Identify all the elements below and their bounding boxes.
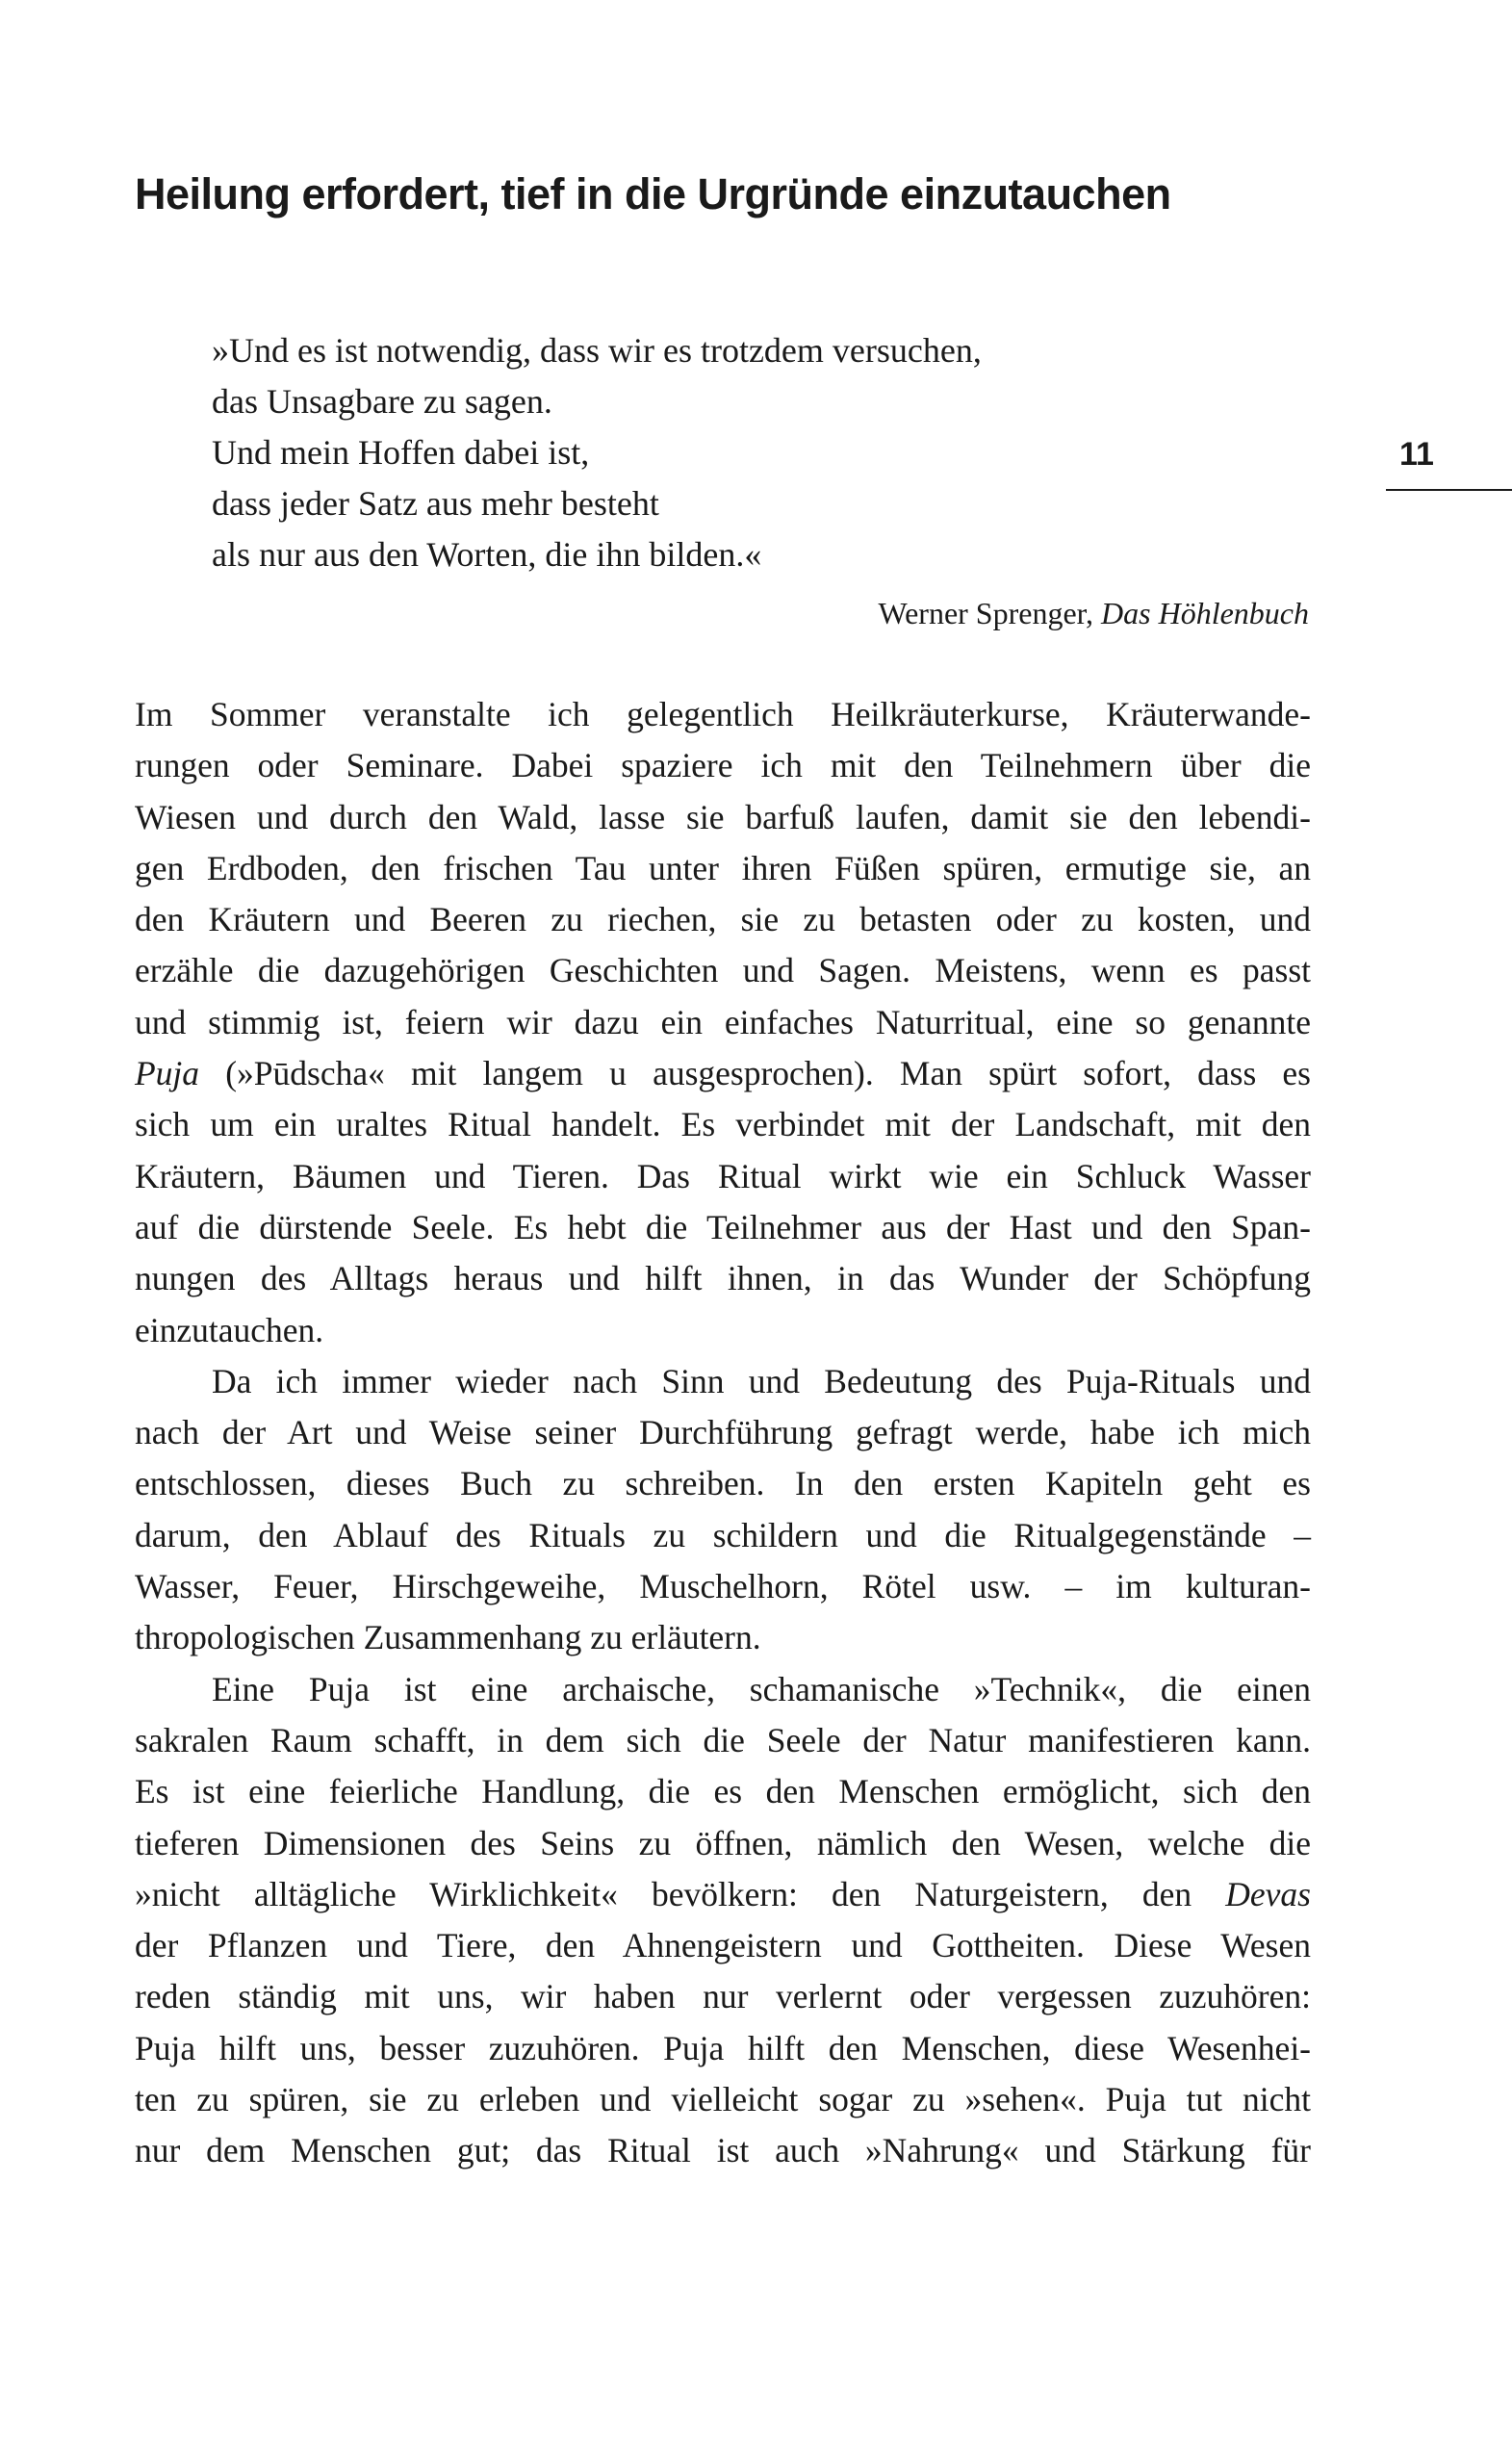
text-line: nungen des Alltags heraus und hilft ihnen, in das Wunder der Schöpfung xyxy=(135,1259,1311,1298)
text-line: entschlossen, dieses Buch zu schreiben. In den ersten Kapiteln geht es xyxy=(135,1464,1311,1503)
epigraph-line: das Unsagbare zu sagen. xyxy=(212,382,552,421)
epigraph-line: »Und es ist notwendig, dass wir es trotzdem versuchen, xyxy=(212,331,982,370)
text-line: rungen oder Seminare. Dabei spaziere ich mit den Teilnehmern über die xyxy=(135,746,1311,785)
text-line: auf die dürstende Seele. Es hebt die Teilnehmer aus der Hast und den Span- xyxy=(135,1207,1311,1246)
text-line: sakralen Raum schafft, in dem sich die Seele der Natur manifestieren kann. xyxy=(135,1720,1311,1759)
text-fragment: (»Pūdscha« mit langem u ausgesprochen). Man spürt sofort, dass es xyxy=(199,1054,1311,1093)
epigraph-author: Werner Sprenger, xyxy=(878,596,1102,630)
epigraph-line: Und mein Hoffen dabei ist, xyxy=(212,433,590,472)
text-line: nach der Art und Weise seiner Durchführung gefragt werde, habe ich mich xyxy=(135,1413,1311,1452)
text-line: der Pflanzen und Tiere, den Ahnengeistern und Gottheiten. Diese Wesen xyxy=(135,1926,1311,1965)
text-line: Wasser, Feuer, Hirschgeweihe, Muschelhorn, Rötel usw. – im kulturan- xyxy=(135,1567,1311,1606)
text-line: nur dem Menschen gut; das Ritual ist auch »Nahrung« und Stärkung für xyxy=(135,2131,1311,2170)
paragraph-3 xyxy=(135,1664,1311,2177)
text-line: Es ist eine feierliche Handlung, die es den Menschen ermöglicht, sich den xyxy=(135,1772,1311,1811)
text-line xyxy=(135,1048,1311,1099)
text-line: ten zu spüren, sie zu erleben und vielleicht sogar zu »sehen«. Puja tut nicht xyxy=(135,2080,1311,2119)
epigraph-work-title: Das Höhlenbuch xyxy=(1101,596,1309,630)
italic-term: Puja xyxy=(135,1054,200,1093)
text-line xyxy=(135,1869,1311,1920)
text-line: und stimmig ist, feiern wir dazu ein einfaches Naturritual, eine so genannte xyxy=(135,1002,1311,1041)
epigraph-line: als nur aus den Worten, die ihn bilden.« xyxy=(212,535,762,574)
text-line: reden ständig mit uns, wir haben nur verlernt oder vergessen zuzuhören: xyxy=(135,1977,1311,2016)
text-line: Da ich immer wieder nach Sinn und Bedeutung des Puja-Rituals und xyxy=(212,1361,1311,1400)
epigraph-attribution xyxy=(577,589,1309,637)
epigraph xyxy=(212,325,1319,580)
text-line: darum, den Ablauf des Rituals zu schildern und die Ritualgegenstände – xyxy=(135,1515,1311,1554)
page-number: 11 xyxy=(1399,436,1434,473)
text-line: Eine Puja ist eine archaische, schamanische »Technik«, die einen xyxy=(212,1669,1311,1708)
text-line: thropologischen Zusammenhang zu erläutern. xyxy=(135,1618,761,1657)
text-line: gen Erdboden, den frischen Tau unter ihren Füßen spüren, ermutige sie, an xyxy=(135,848,1311,887)
italic-term: Devas xyxy=(1225,1874,1311,1913)
text-line: Im Sommer veranstalte ich gelegentlich Heilkräuterkurse, Kräuterwande- xyxy=(135,695,1311,733)
text-line: erzähle die dazugehörigen Geschichten und Sagen. Meistens, wenn es passt xyxy=(135,951,1311,990)
text-line: den Kräutern und Beeren zu riechen, sie zu betasten oder zu kosten, und xyxy=(135,900,1311,939)
text-line: Puja hilft uns, besser zuzuhören. Puja hilft den Menschen, diese Wesenhei- xyxy=(135,2028,1311,2067)
text-line: Kräutern, Bäumen und Tieren. Das Ritual wirkt wie ein Schluck Wasser xyxy=(135,1156,1311,1195)
text-line: tieferen Dimensionen des Seins zu öffnen, nämlich den Wesen, welche die xyxy=(135,1823,1311,1862)
epigraph-line: dass jeder Satz aus mehr besteht xyxy=(212,484,659,523)
text-line: sich um ein uraltes Ritual handelt. Es verbindet mit der Landschaft, mit den xyxy=(135,1105,1311,1144)
text-line: Wiesen und durch den Wald, lasse sie barfuß laufen, damit sie den lebendi- xyxy=(135,797,1311,836)
body-text xyxy=(135,689,1311,2177)
text-line: einzutauchen. xyxy=(135,1310,324,1349)
chapter-heading: Heilung erfordert, tief in die Urgründe einzutauchen xyxy=(135,169,1171,218)
paragraph-2 xyxy=(135,1356,1311,1664)
text-fragment: »nicht alltägliche Wirklichkeit« bevölkern: den Naturgeistern, den xyxy=(135,1874,1226,1913)
page-number-rule xyxy=(1386,489,1512,491)
paragraph-1 xyxy=(135,689,1311,1356)
